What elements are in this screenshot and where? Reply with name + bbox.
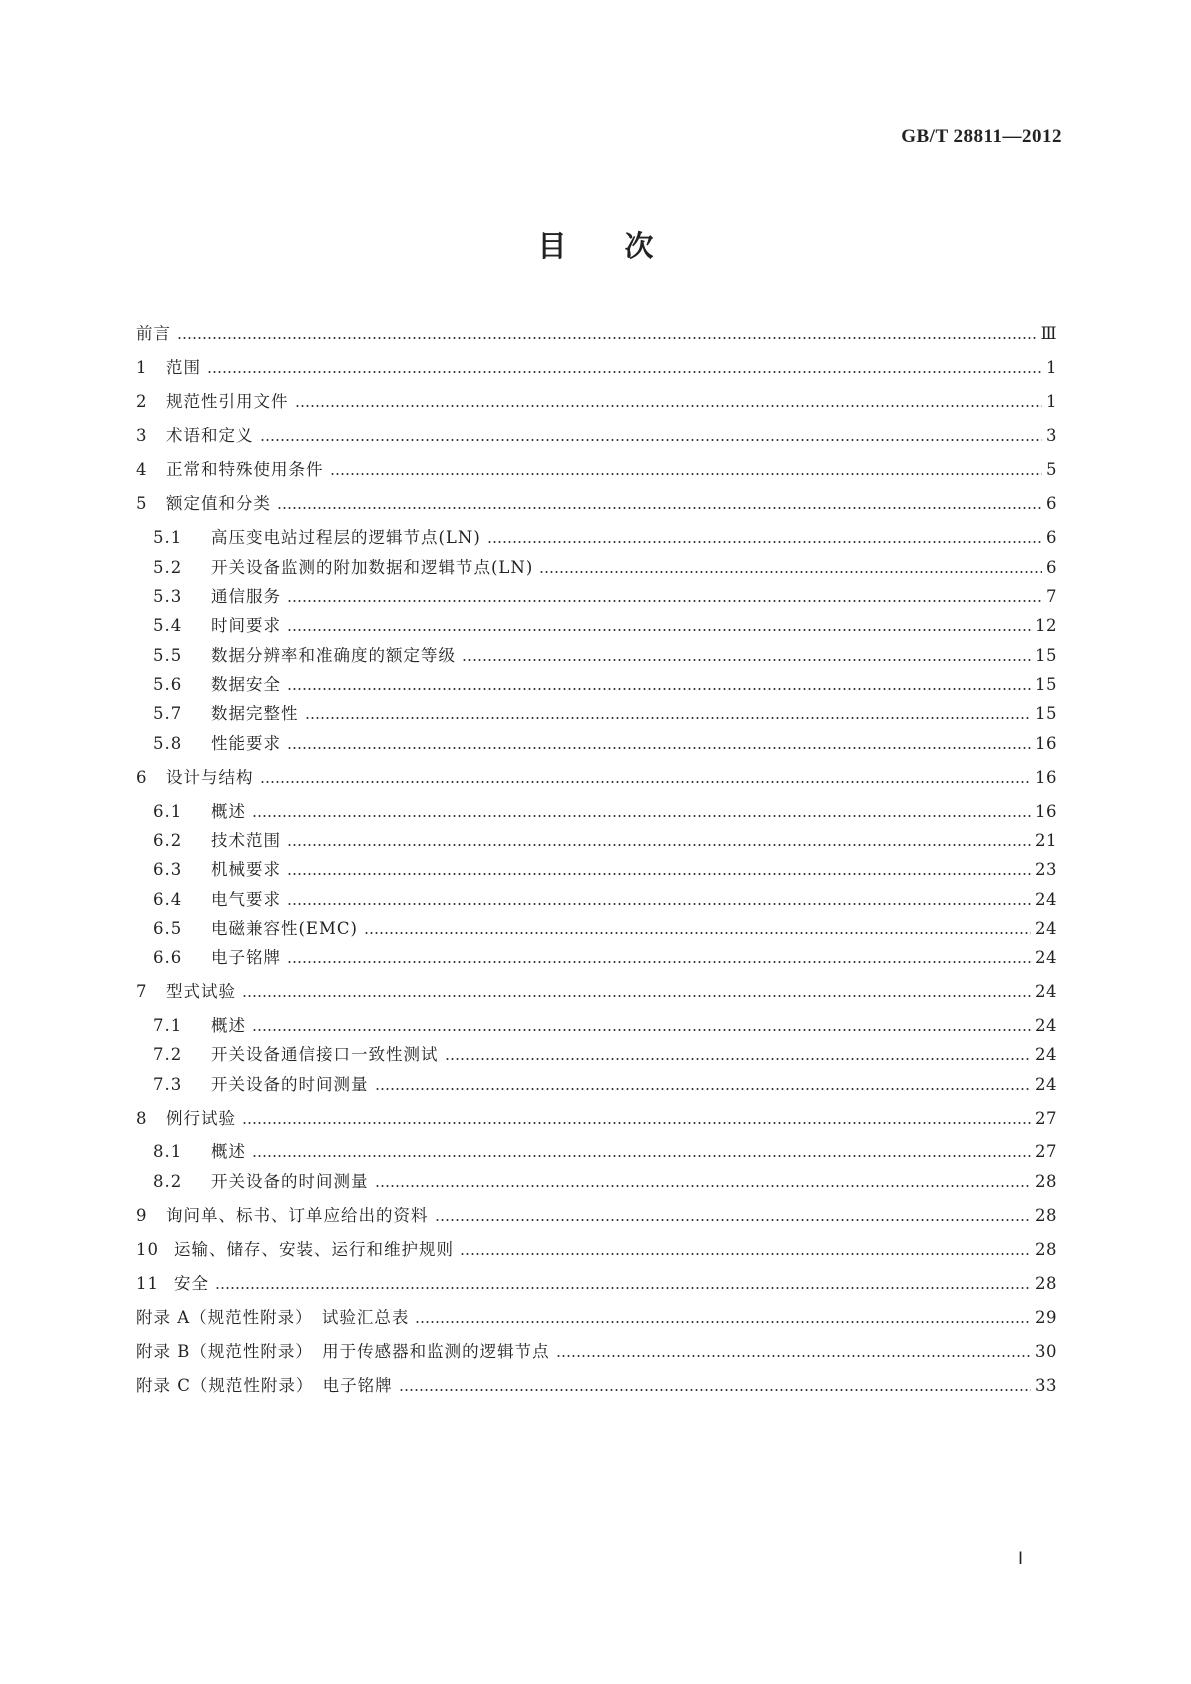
toc-entry-number: 6.3 <box>153 860 183 879</box>
dot-leader <box>242 1107 1031 1131</box>
toc-entry-title: 型式试验 <box>166 982 236 1001</box>
toc-entry-page: 24 <box>1035 948 1057 967</box>
toc-entry-title: 电子铭牌 <box>211 948 281 967</box>
toc-entry[interactable] <box>136 1107 1057 1131</box>
dot-leader <box>252 800 1031 824</box>
toc-entry-title: 数据分辨率和准确度的额定等级 <box>211 646 456 665</box>
dot-leader <box>287 585 1042 609</box>
dot-leader <box>287 829 1031 853</box>
toc-entry-page: 33 <box>1035 1376 1057 1395</box>
toc-entry-number: 6.5 <box>153 919 183 938</box>
dot-leader <box>260 424 1043 448</box>
toc-entry[interactable] <box>153 732 1057 756</box>
dot-leader <box>252 1014 1031 1038</box>
toc-entry[interactable] <box>153 702 1057 726</box>
dot-leader <box>287 888 1031 912</box>
toc-entry[interactable] <box>136 980 1057 1004</box>
toc-entry-title: 附录 B（规范性附录） 用于传感器和监测的逻辑节点 <box>136 1342 550 1361</box>
toc-entry-page: 6 <box>1046 494 1057 513</box>
toc-entry[interactable] <box>153 644 1057 668</box>
toc-entry[interactable] <box>153 1170 1057 1194</box>
toc-entry-number: 11 <box>136 1274 159 1293</box>
toc-entry-title: 技术范围 <box>211 831 281 850</box>
toc-entry-title: 开关设备的时间测量 <box>211 1172 369 1191</box>
dot-leader <box>287 946 1031 970</box>
toc-entry[interactable] <box>153 1140 1057 1164</box>
toc-entry-number: 4 <box>136 460 148 479</box>
dot-leader <box>375 1170 1032 1194</box>
toc-entry-title: 设计与结构 <box>166 768 254 787</box>
dot-leader <box>295 390 1043 414</box>
toc-entry-title: 概述 <box>211 802 246 821</box>
toc-entry-page: 15 <box>1035 675 1057 694</box>
toc-entry-page: 23 <box>1035 860 1057 879</box>
toc-entry-page: 24 <box>1035 1016 1057 1035</box>
toc-entry-number: 10 <box>136 1240 159 1259</box>
toc-entry-number: 5.2 <box>153 558 183 577</box>
toc-entry-title: 范围 <box>166 358 201 377</box>
dot-leader <box>242 980 1031 1004</box>
toc-entry[interactable] <box>153 614 1057 638</box>
toc-entry[interactable] <box>153 858 1057 882</box>
toc-entry[interactable] <box>153 1043 1057 1067</box>
toc-entry-number: 6 <box>136 768 148 787</box>
toc-entry-number: 2 <box>136 392 148 411</box>
toc-entry[interactable] <box>136 1374 1057 1398</box>
toc-entry[interactable] <box>136 390 1057 414</box>
dot-leader <box>260 766 1032 790</box>
toc-entry-title: 安全 <box>174 1274 209 1293</box>
toc-entry[interactable] <box>136 1204 1057 1228</box>
toc-entry-page: 28 <box>1035 1206 1057 1225</box>
toc-entry-number: 5.1 <box>153 528 183 547</box>
toc-entry-number: 7 <box>136 982 148 1001</box>
toc-entry-title: 术语和定义 <box>166 426 254 445</box>
dot-leader <box>287 858 1031 882</box>
toc-entry-page: 21 <box>1035 831 1057 850</box>
toc-entry-page: 27 <box>1035 1142 1057 1161</box>
toc-entry[interactable] <box>136 458 1057 482</box>
toc-entry-title: 附录 A（规范性附录） 试验汇总表 <box>136 1308 410 1327</box>
toc-entry-number: 5 <box>136 494 148 513</box>
dot-leader <box>177 322 1037 346</box>
toc-entry-page: 15 <box>1035 704 1057 723</box>
toc-entry-title: 高压变电站过程层的逻辑节点(LN) <box>211 528 481 547</box>
dot-leader <box>556 1340 1031 1364</box>
toc-entry-page: 24 <box>1035 890 1057 909</box>
toc-entry-page: 28 <box>1035 1240 1057 1259</box>
toc-entry-page: 6 <box>1046 558 1057 577</box>
dot-leader <box>375 1073 1032 1097</box>
toc-entry-title: 电磁兼容性(EMC) <box>211 919 358 938</box>
toc-entry[interactable] <box>136 1306 1057 1330</box>
dot-leader <box>207 356 1042 380</box>
toc-entry[interactable] <box>136 492 1057 516</box>
toc-entry-title: 数据安全 <box>211 675 281 694</box>
toc-entry-title: 正常和特殊使用条件 <box>166 460 324 479</box>
toc-entry-page: 24 <box>1035 919 1057 938</box>
dot-leader <box>305 702 1032 726</box>
dot-leader <box>364 917 1031 941</box>
toc-entry[interactable] <box>153 917 1057 941</box>
toc-entry[interactable] <box>136 766 1057 790</box>
dot-leader <box>287 732 1031 756</box>
dot-leader <box>487 526 1042 550</box>
toc-entry-page: 28 <box>1035 1172 1057 1191</box>
toc-entry[interactable] <box>153 800 1057 824</box>
toc-entry-number: 5.3 <box>153 587 183 606</box>
toc-entry-number: 8 <box>136 1109 148 1128</box>
toc-entry[interactable] <box>153 673 1057 697</box>
toc-entry-title: 规范性引用文件 <box>166 392 289 411</box>
toc-entry-page: 3 <box>1046 426 1057 445</box>
toc-entry-title: 时间要求 <box>211 616 281 635</box>
toc-entry-page: 5 <box>1046 460 1057 479</box>
toc-entry-number: 6.1 <box>153 802 183 821</box>
toc-entry[interactable] <box>136 356 1057 380</box>
toc-entry[interactable] <box>153 556 1057 580</box>
toc-entry-number: 5.5 <box>153 646 183 665</box>
toc-entry-page: Ⅲ <box>1040 324 1057 343</box>
page-title: 目次 <box>537 229 712 263</box>
toc-entry-number: 7.1 <box>153 1016 183 1035</box>
toc-entry-page: 6 <box>1046 528 1057 547</box>
toc-entry-title: 机械要求 <box>211 860 281 879</box>
toc-entry[interactable] <box>136 1272 1057 1296</box>
toc-entry-title: 附录 C（规范性附录） 电子铭牌 <box>136 1376 393 1395</box>
toc-entry[interactable] <box>136 1340 1057 1364</box>
toc-entry-page: 7 <box>1046 587 1057 606</box>
toc-entry-page: 27 <box>1035 1109 1057 1128</box>
toc-entry-page: 16 <box>1035 802 1057 821</box>
toc-entry-number: 6.4 <box>153 890 183 909</box>
toc-entry-number: 6.2 <box>153 831 183 850</box>
page-number: Ⅰ <box>1018 1549 1024 1568</box>
dot-leader <box>539 556 1042 580</box>
toc-entry-page: 30 <box>1035 1342 1057 1361</box>
dot-leader <box>277 492 1042 516</box>
toc-entry-number: 1 <box>136 358 148 377</box>
toc-entry-page: 12 <box>1035 616 1057 635</box>
toc-entry-page: 24 <box>1035 1045 1057 1064</box>
toc-entry-title: 开关设备的时间测量 <box>211 1075 369 1094</box>
toc-entry-title: 开关设备通信接口一致性测试 <box>211 1045 439 1064</box>
dot-leader <box>215 1272 1031 1296</box>
toc-entry-title: 通信服务 <box>211 587 281 606</box>
toc-entry[interactable] <box>153 1073 1057 1097</box>
toc-entry[interactable] <box>153 526 1057 550</box>
toc-entry[interactable] <box>153 585 1057 609</box>
toc-entry-number: 8.2 <box>153 1172 183 1191</box>
dot-leader <box>460 1238 1031 1262</box>
toc-entry-number: 8.1 <box>153 1142 183 1161</box>
toc-entry-title: 前言 <box>136 324 171 343</box>
toc-entry[interactable] <box>136 424 1057 448</box>
standard-number: GB/T 28811—2012 <box>901 126 1062 147</box>
toc-entry[interactable] <box>136 1238 1057 1262</box>
dot-leader <box>399 1374 1031 1398</box>
toc-entry-number: 3 <box>136 426 148 445</box>
toc-entry-title: 概述 <box>211 1016 246 1035</box>
toc-entry-title: 电气要求 <box>211 890 281 909</box>
toc-entry-title: 询问单、标书、订单应给出的资料 <box>166 1206 429 1225</box>
toc-entry[interactable] <box>153 888 1057 912</box>
dot-leader <box>252 1140 1031 1164</box>
toc-entry-number: 5.6 <box>153 675 183 694</box>
toc-entry-page: 1 <box>1046 392 1057 411</box>
toc-entry-number: 7.2 <box>153 1045 183 1064</box>
toc-entry-number: 9 <box>136 1206 148 1225</box>
dot-leader <box>330 458 1043 482</box>
toc-entry-page: 1 <box>1046 358 1057 377</box>
toc-entry-number: 5.8 <box>153 734 183 753</box>
toc-entry-number: 7.3 <box>153 1075 183 1094</box>
dot-leader <box>415 1306 1031 1330</box>
toc-entry-title: 开关设备监测的附加数据和逻辑节点(LN) <box>211 558 534 577</box>
toc-entry-title: 概述 <box>211 1142 246 1161</box>
toc-entry-page: 29 <box>1035 1308 1057 1327</box>
toc-entry[interactable] <box>136 322 1057 346</box>
toc-entry[interactable] <box>153 1014 1057 1038</box>
toc-entry-number: 5.7 <box>153 704 183 723</box>
toc-entry-page: 15 <box>1035 646 1057 665</box>
toc-entry-title: 运输、储存、安装、运行和维护规则 <box>174 1240 454 1259</box>
toc-entry[interactable] <box>153 946 1057 970</box>
toc-entry-page: 24 <box>1035 1075 1057 1094</box>
dot-leader <box>462 644 1031 668</box>
toc-entry-page: 16 <box>1035 734 1057 753</box>
toc-entry-title: 例行试验 <box>166 1109 236 1128</box>
toc-entry[interactable] <box>153 829 1057 853</box>
toc-entry-page: 24 <box>1035 982 1057 1001</box>
toc-entry-title: 数据完整性 <box>211 704 299 723</box>
toc-entry-page: 16 <box>1035 768 1057 787</box>
toc-entry-title: 性能要求 <box>211 734 281 753</box>
toc-entry-title: 额定值和分类 <box>166 494 271 513</box>
toc-entry-page: 28 <box>1035 1274 1057 1293</box>
toc-entry-number: 6.6 <box>153 948 183 967</box>
dot-leader <box>445 1043 1032 1067</box>
dot-leader <box>287 673 1031 697</box>
dot-leader <box>287 614 1031 638</box>
dot-leader <box>435 1204 1032 1228</box>
toc-entry-number: 5.4 <box>153 616 183 635</box>
